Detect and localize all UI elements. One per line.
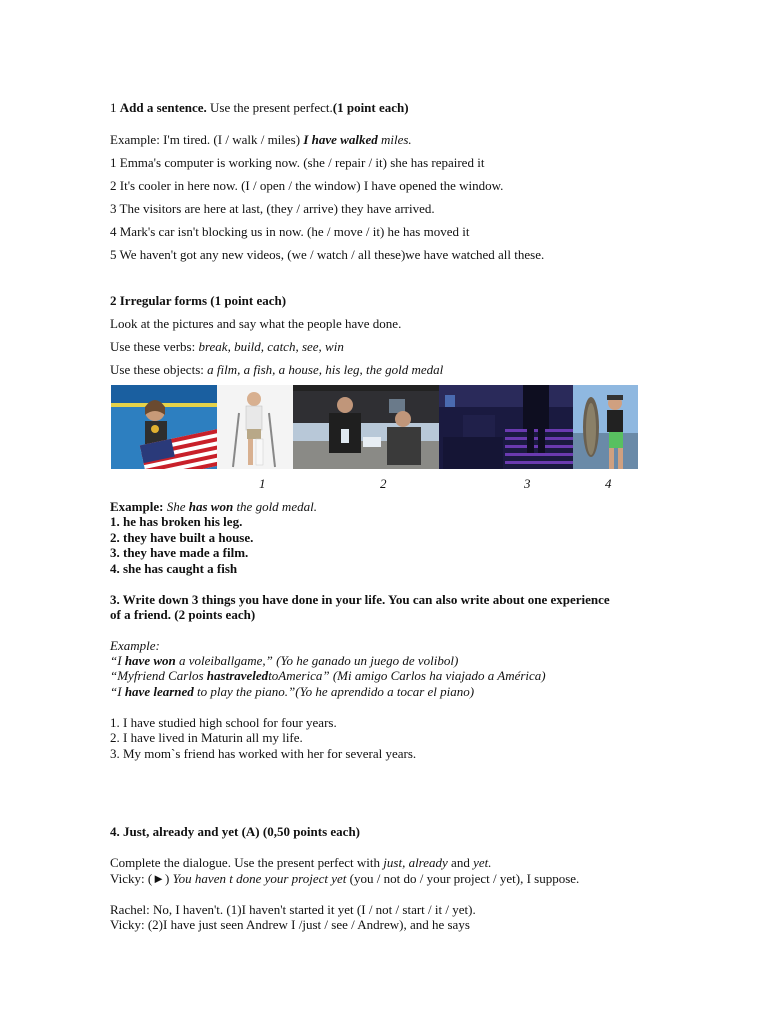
s3-ex3-verb: have learned: [124, 684, 194, 699]
s4-dialogue-rachel-1: Rachel: No, I haven't. (1)I haven't started it yet (I / not / start / it / yet).: [110, 902, 476, 917]
s2-verbs: [110, 339, 344, 355]
s3-heading-line2: of a friend. (2 points each): [110, 607, 256, 622]
s2-answer: 4. she has caught a fish: [110, 561, 238, 576]
s2-verbs-label: Use these verbs:: [110, 339, 199, 354]
s4-instr-and: and: [447, 855, 474, 870]
s4-instr-text: Complete the dialogue. Use the present perfect with: [110, 855, 384, 870]
s1-item: 2 It's cooler in here now. (I / open / the window) I have opened the window.: [110, 178, 504, 193]
s2-heading: 2 Irregular forms (1 point each): [110, 293, 287, 308]
s1-heading: [110, 100, 409, 116]
s3-example-label: Example:: [110, 638, 160, 653]
s1-item: 5 We haven't got any new videos, (we / watch / all these)we have watched all these.: [110, 247, 545, 262]
s2-answer: 3. they have made a film.: [110, 545, 249, 560]
s3-example-2: [110, 668, 546, 684]
s4-heading: 4. Just, already and yet (A) (0,50 points each): [110, 824, 361, 839]
s2-objects-label: Use these objects:: [110, 362, 208, 377]
s3-answer: 3. My mom`s friend has worked with her for several years.: [110, 746, 417, 761]
s3-ex3-open: “I: [110, 684, 125, 699]
s2-answer: 2. they have built a house.: [110, 530, 254, 545]
s1-item: 1 Emma's computer is working now. (she / repair / it) she has repaired it: [110, 155, 485, 170]
s1-example-prompt: Example: I'm tired. (I / walk / miles): [110, 132, 304, 147]
s3-ex2-verb: hastraveled: [206, 668, 269, 683]
s3-ex1-rest: a voleiballgame,” (Yo he ganado un juego de volibol): [175, 653, 459, 668]
photo-film: [439, 385, 573, 469]
s2-example-object: the gold medal.: [233, 499, 317, 514]
photo-fish: [573, 385, 638, 469]
s4-instruction: [110, 855, 491, 871]
s2-instruction: Look at the pictures and say what the people have done.: [110, 316, 402, 331]
s1-item: 3 The visitors are here at last, (they / arrive) they have arrived.: [110, 201, 435, 216]
s4-v1-prompt: (you / not do / your project / yet), I suppose.: [346, 871, 580, 886]
s4-dialogue-vicky-2: Vicky: (2)I have just seen Andrew I /just / see / Andrew), and he says: [110, 917, 470, 932]
s2-example: [110, 499, 317, 515]
s2-objects-list: a film, a fish, a house, his leg, the gold medal: [207, 362, 444, 377]
s3-ex2-open: “Myfriend Carlos: [110, 668, 207, 683]
picture-number: 1: [259, 476, 266, 491]
photo-gold-medal: [111, 385, 217, 469]
s1-heading-num: 1: [110, 100, 120, 115]
s2-example-subject: She: [163, 499, 189, 514]
photo-house: [293, 385, 439, 469]
s3-ex1-verb: have won: [124, 653, 176, 668]
s3-answer: 1. I have studied high school for four years.: [110, 715, 337, 730]
s1-example: [110, 132, 412, 148]
s2-example-label: Example:: [110, 499, 164, 514]
picture-number: 4: [605, 476, 612, 491]
picture-number: 2: [380, 476, 387, 491]
photo-broken-leg: [217, 385, 293, 469]
s3-ex1-open: “I: [110, 653, 125, 668]
s2-verbs-list: break, build, catch, see, win: [198, 339, 344, 354]
s3-example-1: [110, 653, 458, 669]
s1-heading-bold: Add a sentence.: [119, 100, 207, 115]
s1-example-object: miles.: [377, 132, 412, 147]
s2-example-verb: has won: [188, 499, 234, 514]
s3-heading-line1: 3. Write down 3 things you have done in your life. You can also write about one experience: [110, 592, 610, 607]
picture-number: 3: [524, 476, 531, 491]
s1-example-verb: I have walked: [303, 132, 378, 147]
s3-example-3: [110, 684, 474, 700]
s3-ex2-rest: toAmerica” (Mi amigo Carlos ha viajado a América): [268, 668, 546, 683]
s4-v1-answer: You haven t done your project yet: [172, 871, 347, 886]
s4-v1-speaker: Vicky: (►): [110, 871, 173, 886]
s3-answer: 2. I have lived in Maturin all my life.: [110, 730, 303, 745]
s2-objects: [110, 362, 443, 378]
s1-heading-text: Use the present perfect.: [206, 100, 333, 115]
s4-instr-yet: yet.: [473, 855, 492, 870]
s1-item: 4 Mark's car isn't blocking us in now. (he / move / it) he has moved it: [110, 224, 470, 239]
s3-ex3-rest: to play the piano.”(Yo he aprendido a tocar el piano): [193, 684, 475, 699]
photo-strip: [111, 385, 649, 469]
s2-answer: 1. he has broken his leg.: [110, 514, 243, 529]
s4-instr-words: just, already: [383, 855, 448, 870]
s1-heading-points: (1 point each): [332, 100, 409, 115]
s4-dialogue-vicky-1: [110, 871, 579, 887]
